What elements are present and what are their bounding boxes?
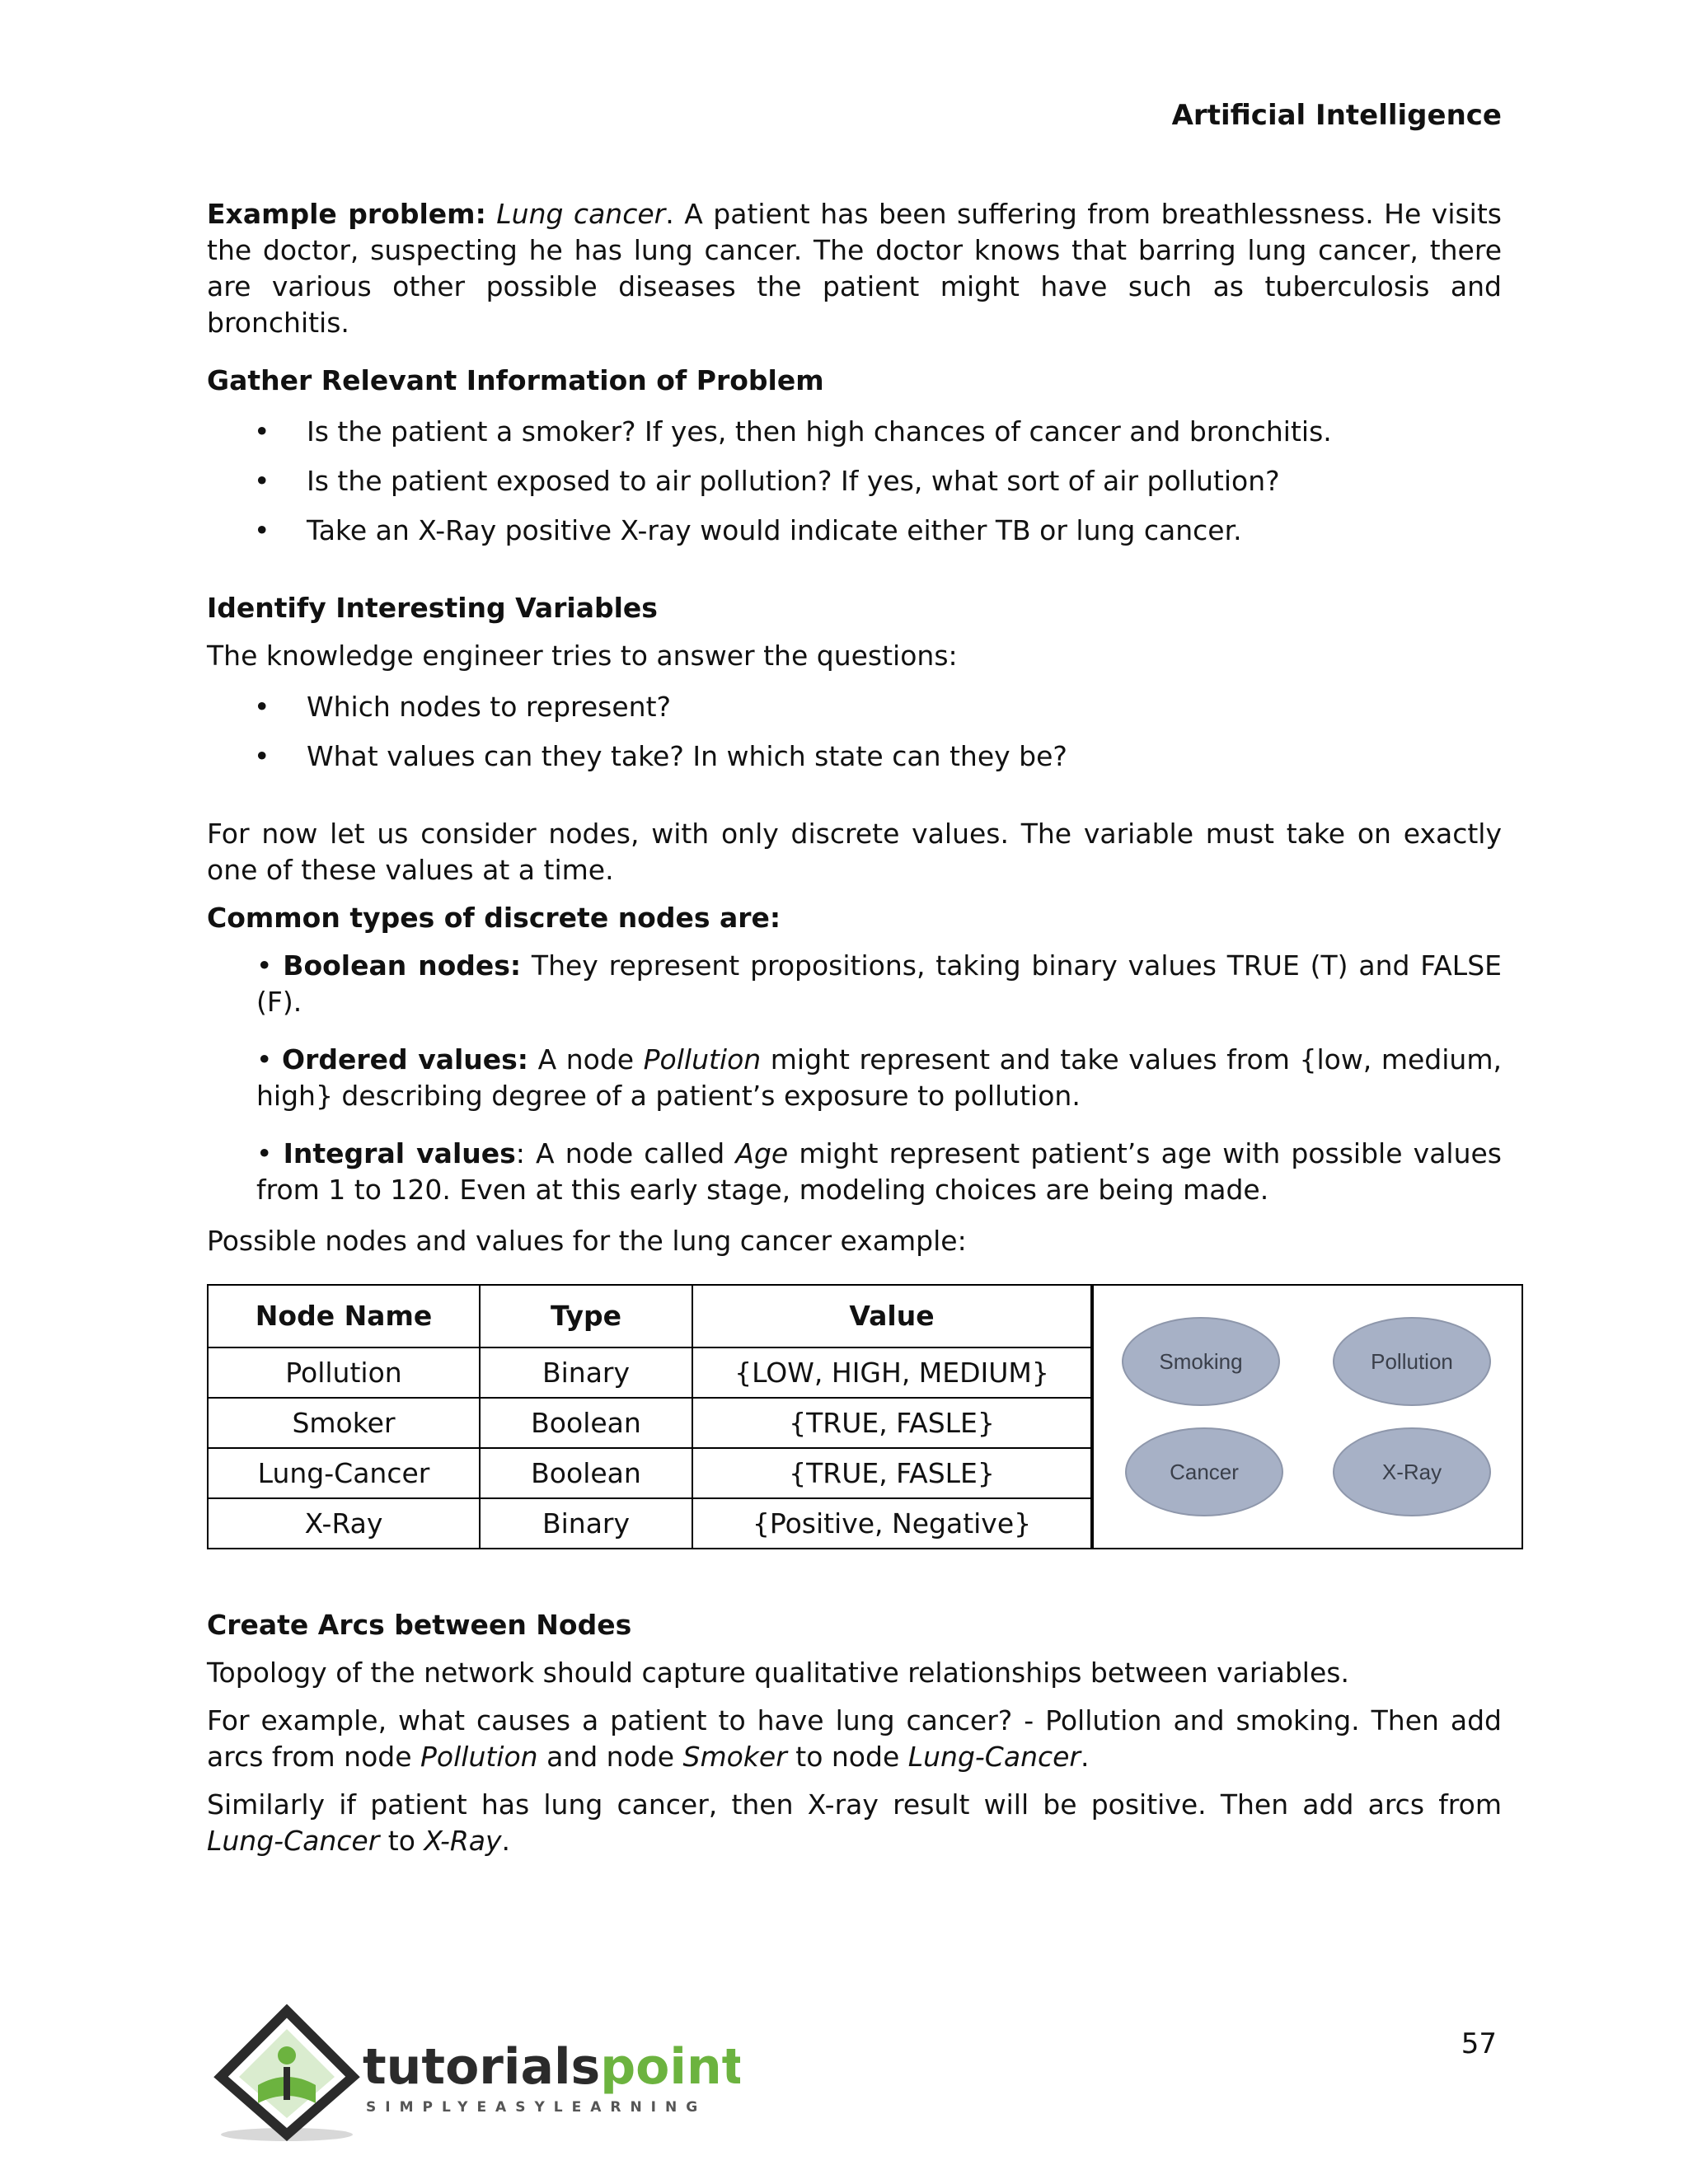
intro-paragraph xyxy=(207,196,1502,341)
table-header: Type xyxy=(480,1286,692,1347)
table-header: Node Name xyxy=(209,1286,480,1347)
intro-text: . A patient has been suffering from breathlessness. He visits the doctor, suspecting he has lung cancer. The doctor knows that barring lung cancer, there are various other possible diseases the patient might have such as tuberculosis and bronchitis. xyxy=(207,198,1502,339)
list-item: • Which nodes to represent? xyxy=(207,689,1502,725)
logo-brand-text: tutorialspoint xyxy=(363,2038,740,2096)
arcs-paragraph-2: For example, what causes a patient to have lung cancer? - Pollution and smoking. Then add arcs from node Pollution and node Smoker to node Lung-Cancer. xyxy=(207,1704,1502,1773)
table-header-row xyxy=(209,1286,1091,1347)
boolean-nodes-item: • Boolean nodes: They represent propositions, taking binary values TRUE (T) and FALSE (F). xyxy=(256,949,1502,1018)
list-item: • Is the patient exposed to air pollution? If yes, what sort of air pollution? xyxy=(207,463,1502,499)
logo-tagline: SIMPLYEASYLEARNING xyxy=(366,2099,707,2116)
table-cell: Lung-Cancer xyxy=(209,1448,480,1498)
table-row xyxy=(209,1347,1091,1398)
network-nodes-diagram xyxy=(1092,1286,1522,1548)
table-cell: Pollution xyxy=(209,1347,480,1398)
page-header-title: Artificial Intelligence xyxy=(1171,99,1502,132)
list-item: • Take an X-Ray positive X-ray would indicate either TB or lung cancer. xyxy=(207,513,1502,549)
arcs-paragraph-1: Topology of the network should capture qualitative relationships between variables. xyxy=(207,1657,1349,1689)
list-item: • What values can they take? In which state can they be? xyxy=(207,738,1502,775)
gather-list xyxy=(207,414,1502,549)
gather-heading: Gather Relevant Information of Problem xyxy=(207,364,824,396)
arcs-heading: Create Arcs between Nodes xyxy=(207,1609,632,1641)
ordered-values-item: • Ordered values: A node Pollution might represent and take values from {low, medium, high} describing degree of a patient’s exposure to pollution. xyxy=(256,1043,1502,1112)
intro-label: Example problem: xyxy=(207,198,486,230)
list-item: • Is the patient a smoker? If yes, then high chances of cancer and bronchitis. xyxy=(207,414,1502,450)
page-content xyxy=(207,196,1502,1859)
table-row xyxy=(209,1498,1091,1548)
integral-values-item: • Integral values: A node called Age might represent patient’s age with possible values from 1 to 120. Even at this early stage, modeling choices are being made. xyxy=(256,1137,1502,1206)
tutorialspoint-logo xyxy=(213,2004,740,2154)
common-heading: Common types of discrete nodes are: xyxy=(207,902,781,934)
table-cell: Binary xyxy=(480,1498,692,1548)
table-header: Value xyxy=(692,1286,1091,1347)
table-cell: Boolean xyxy=(480,1398,692,1448)
intro-topic: Lung cancer xyxy=(496,198,666,230)
identify-list xyxy=(207,689,1502,775)
table-cell: {TRUE, FASLE} xyxy=(692,1398,1091,1448)
discrete-paragraph: For now let us consider nodes, with only discrete values. The variable must take on exactly one of these values at a time. xyxy=(207,818,1502,886)
node-cancer: Cancer xyxy=(1125,1427,1283,1516)
page-number: 57 xyxy=(1461,2027,1497,2060)
table-cell: X-Ray xyxy=(209,1498,480,1548)
table-cell: {Positive, Negative} xyxy=(692,1498,1091,1548)
table-row xyxy=(209,1448,1091,1498)
node-pollution: Pollution xyxy=(1333,1317,1491,1406)
arcs-paragraph-3: Similarly if patient has lung cancer, then X-ray result will be positive. Then add arcs from Lung-Cancer to X-Ray. xyxy=(207,1788,1502,1857)
nodes-table xyxy=(209,1286,1092,1548)
identify-text: The knowledge engineer tries to answer the questions: xyxy=(207,640,958,672)
possible-nodes-text: Possible nodes and values for the lung cancer example: xyxy=(207,1225,967,1257)
nodes-table-figure xyxy=(207,1284,1523,1549)
table-cell: {TRUE, FASLE} xyxy=(692,1448,1091,1498)
table-cell: Boolean xyxy=(480,1448,692,1498)
table-cell: Smoker xyxy=(209,1398,480,1448)
identify-heading: Identify Interesting Variables xyxy=(207,592,658,624)
node-smoking: Smoking xyxy=(1122,1317,1280,1406)
table-row xyxy=(209,1398,1091,1448)
table-cell: Binary xyxy=(480,1347,692,1398)
table-cell: {LOW, HIGH, MEDIUM} xyxy=(692,1347,1091,1398)
node-xray: X-Ray xyxy=(1333,1427,1491,1516)
